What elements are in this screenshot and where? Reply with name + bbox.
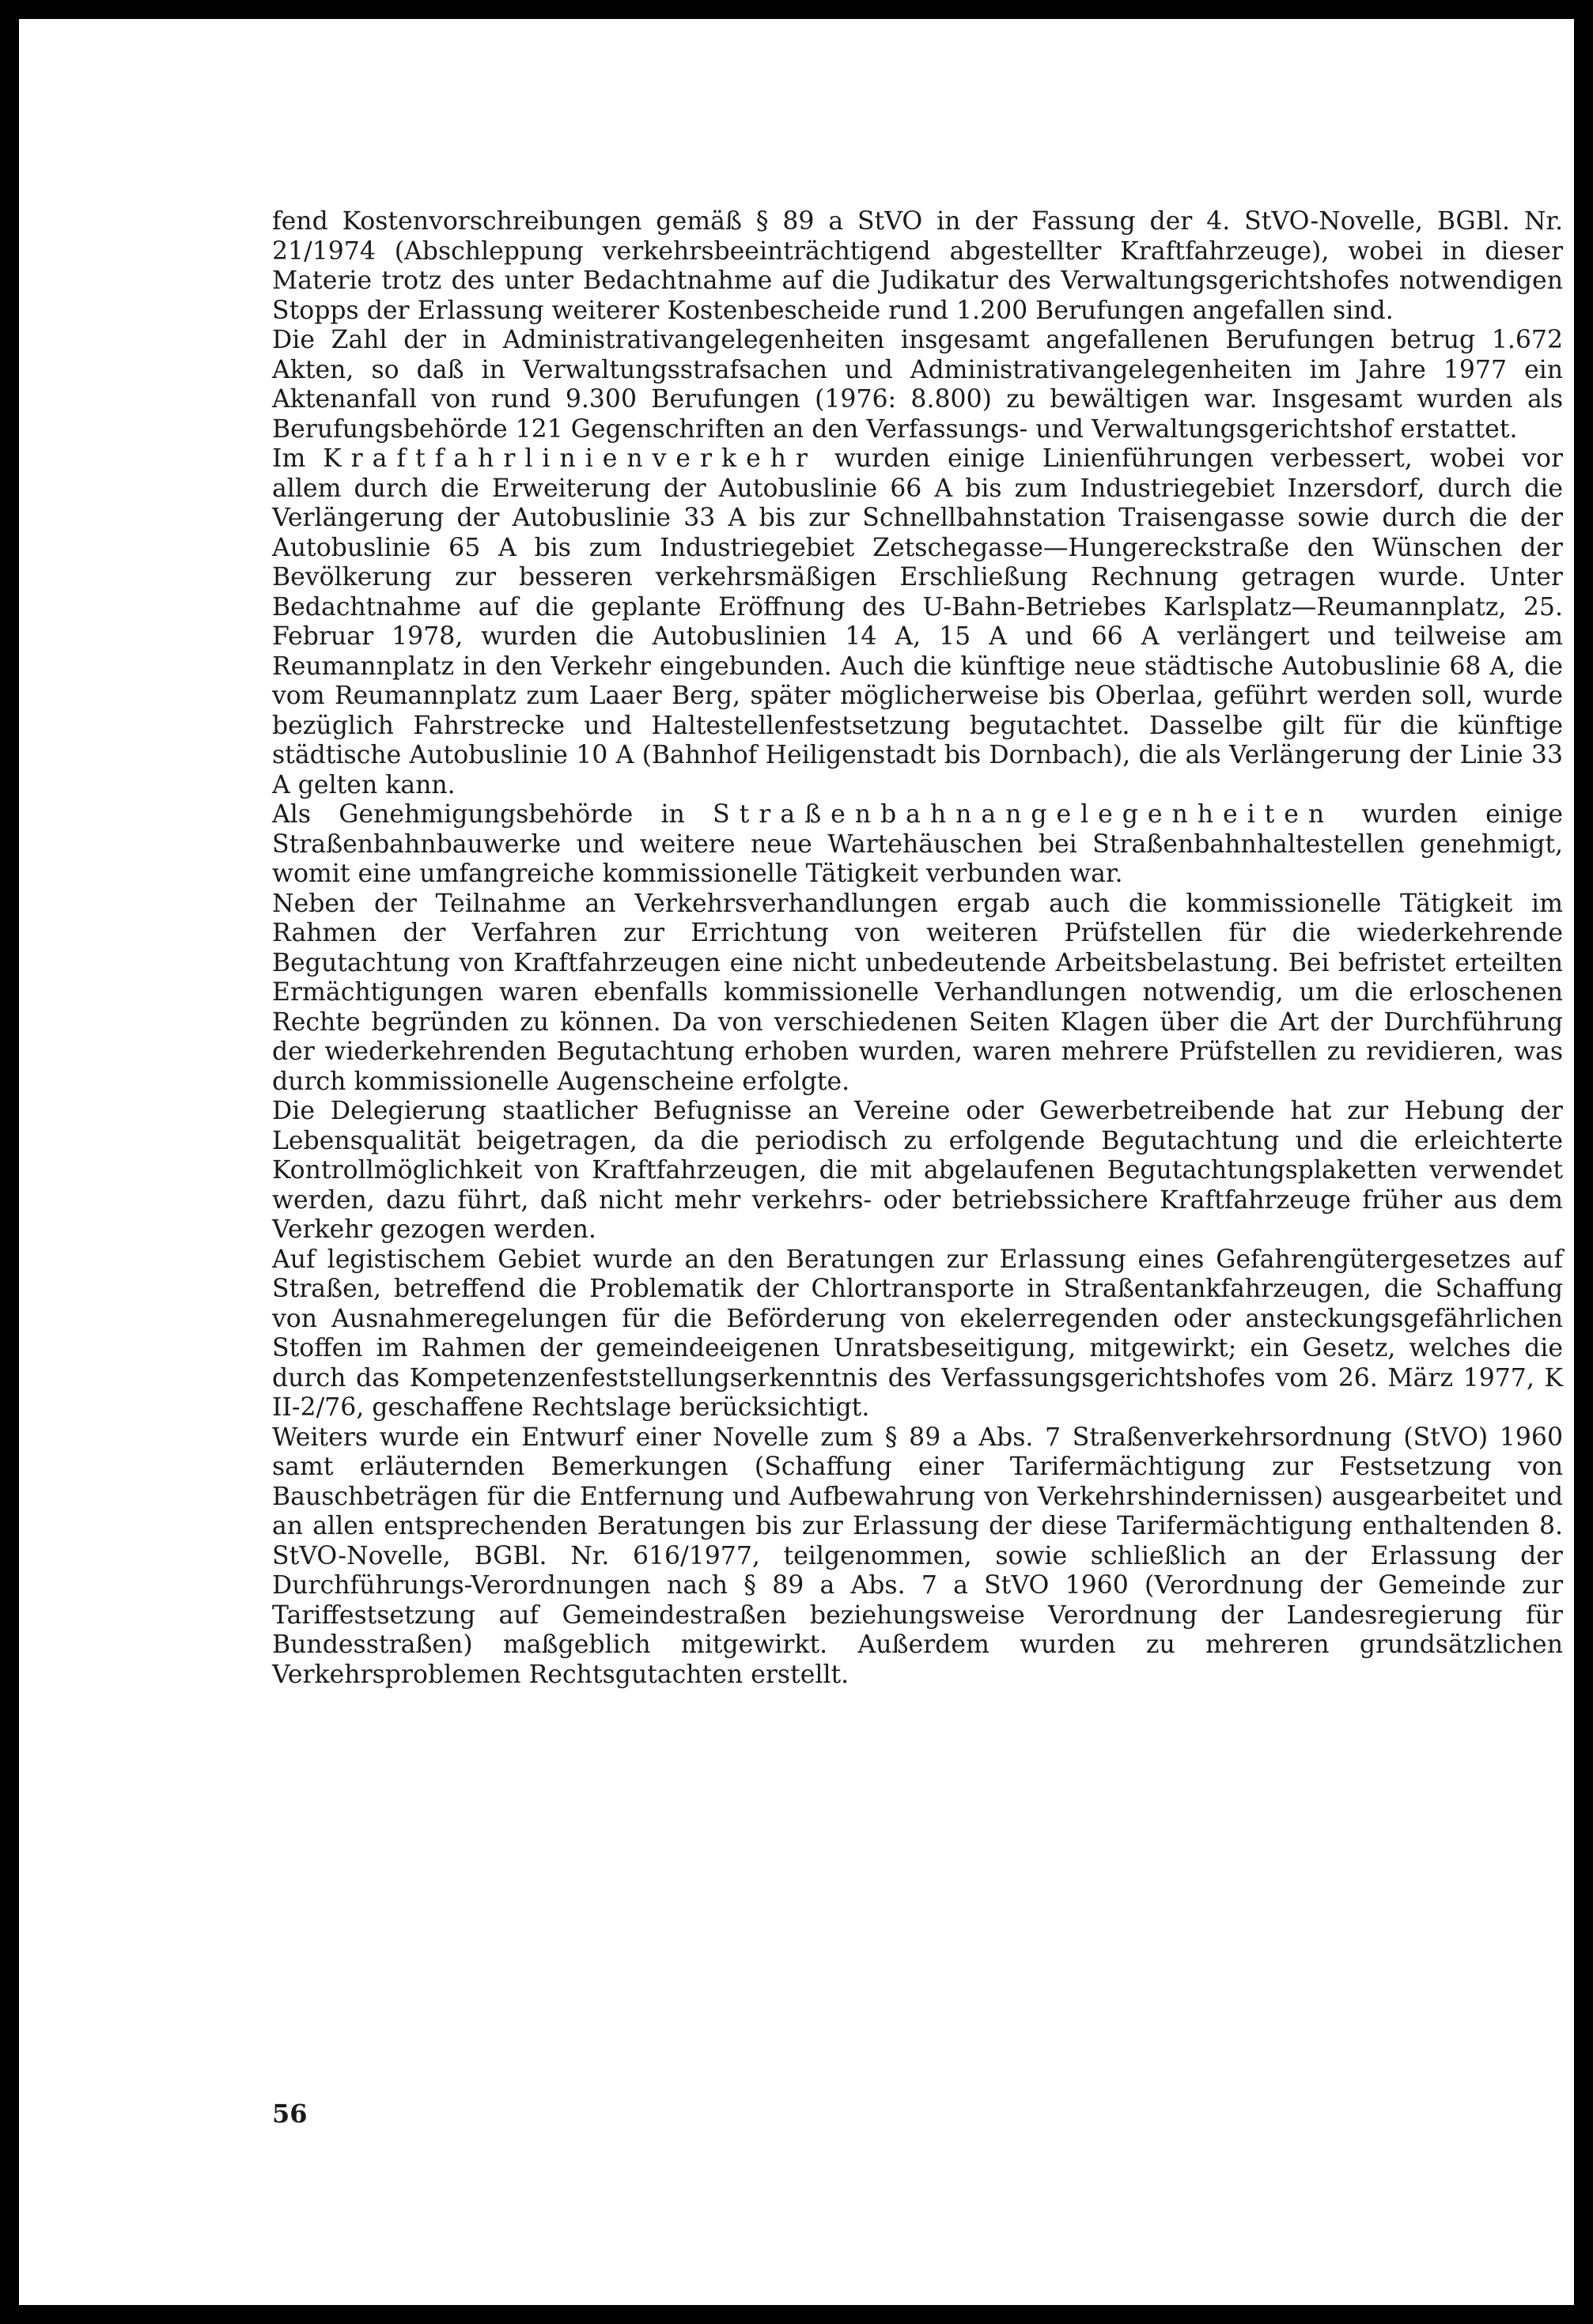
spaced-heading-kraftfahrlinienverkehr: Kraftfahrlinienverkehr [323,444,817,473]
paragraph-delegierung: Die Delegierung staatlicher Befugnisse an Vereine oder Gewerbetreibende hat zur Hebung der Lebensqualität beigetragen, da die periodisch zu erfolgende Begutachtung und die erleichterte Kontrollmöglichkeit von Kraftfahrzeugen, die mit abgelaufenen Begutachtungsplaketten verwendet werden, dazu führt, daß nicht mehr verkehrs- oder betriebssichere Kraftfahrzeuge früher aus dem Verkehr gezogen werden. [272,1097,1563,1244]
body-text [272,207,1563,1690]
paragraph-lead: Als Genehmigungsbehörde in [272,800,713,829]
paragraph-body: wurden einige Linienführungen verbessert, wobei vor allem durch die Erweiterung der Autobuslinie 66 A bis zum Industriegebiet Inzersdorf, durch die Verlängerung der Autobuslinie 33 A bis zur Schnellbahnstation Traisengasse sowie durch die der Autobuslinie 65 A bis zum Industriegebiet Zetschegasse—Hungereckstraße den Wünschen der Bevölkerung zur besseren verkehrsmäßigen Erschließung Rechnung getragen wurde. Unter Bedachtnahme auf die geplante Eröffnung des U-Bahn-Betriebes Karlsplatz—Reumannplatz, 25. Februar 1978, wurden die Autobuslinien 14 A, 15 A und 66 A verlängert und teilweise am Reumannplatz in den Verkehr eingebunden. Auch die künftige neue städtische Autobuslinie 68 A, die vom Reumannplatz zum Laaer Berg, später möglicherweise bis Oberlaa, geführt werden soll, wurde bezüglich Fahrstrecke und Haltestellenfestsetzung begutachtet. Dasselbe gilt für die künftige städtische Autobuslinie 10 A (Bahnhof Heiligenstadt bis Dornbach), die als Verlängerung der Linie 33 A gelten kann. [272,444,1564,799]
paragraph-body: wurden einige Straßenbahnbauwerke und weitere neue Wartehäuschen bei Straßenbahnhaltestellen genehmigt, womit eine umfangreiche kommissionelle Tätigkeit verbunden war. [272,800,1563,888]
paragraph-legistisches-gebiet: Auf legistischem Gebiet wurde an den Beratungen zur Erlassung eines Gefahrengütergesetzes auf Straßen, betreffend die Problematik der Chlortransporte in Straßentankfahrzeugen, die Schaffung von Ausnahmeregelungen für die Beförderung von ekelerregenden oder ansteckungsgefährlichen Stoffen im Rahmen der gemeindeeigenen Unratsbeseitigung, mitgewirkt; ein Gesetz, welches die durch das Kompetenzenfeststellungserkenntnis des Verfassungsgerichtshofes vom 26. März 1977, K II-2/76, geschaffene Rechtslage berücksichtigt. [272,1245,1563,1422]
paragraph-kostenvorschreibungen: fend Kostenvorschreibungen gemäß § 89 a StVO in der Fassung der 4. StVO-Novelle, BGBl. Nr. 21/1974 (Abschleppung verkehrsbeeinträchtigend abgestellter Kraftfahrzeuge), wobei in dieser Materie trotz des unter Bedachtnahme auf die Judikatur des Verwaltungsgerichtshofes notwendigen Stopps der Erlassung weiterer Kostenbescheide rund 1.200 Berufungen angefallen sind. [272,207,1563,325]
document-page [19,19,1574,2305]
paragraph-stvo-novelle: Weiters wurde ein Entwurf einer Novelle zum § 89 a Abs. 7 Straßenverkehrsordnung (StVO) 1960 samt erläuternden Bemerkungen (Schaffung einer Tarifermächtigung zur Festsetzung von Bauschbeträgen für die Entfernung und Aufbewahrung von Verkehrshindernissen) ausgearbeitet und an allen entsprechenden Beratungen bis zur Erlassung der diese Tarifermächtigung enthaltenden 8. StVO-Novelle, BGBl. Nr. 616/1977, teilgenommen, sowie schließlich an der Erlassung der Durchführungs-Verordnungen nach § 89 a Abs. 7 a StVO 1960 (Verordnung der Gemeinde zur Tariffestsetzung auf Gemeindestraßen beziehungsweise Verordnung der Landesregierung für Bundesstraßen) maßgeblich mitgewirkt. Außerdem wurden zu mehreren grundsätzlichen Verkehrsproblemen Rechtsgutachten erstellt. [272,1423,1563,1689]
page-number: 56 [272,2099,308,2129]
paragraph-verkehrsverhandlungen: Neben der Teilnahme an Verkehrsverhandlungen ergab auch die kommissionelle Tätigkeit im Rahmen der Verfahren zur Errichtung von weiteren Prüfstellen für die wiederkehrende Begutachtung von Kraftfahrzeugen eine nicht unbedeutende Arbeitsbelastung. Bei befristet erteilten Ermächtigungen waren ebenfalls kommissionelle Verhandlungen notwendig, um die erloschenen Rechte begründen zu können. Da von verschiedenen Seiten Klagen über die Art der Durchführung der wiederkehrenden Begutachtung erhoben wurden, waren mehrere Prüfstellen zu revidieren, was durch kommissionelle Augenscheine erfolgte. [272,889,1563,1096]
spaced-heading-strassenbahnangelegenheiten: Straßenbahnangelegenheiten [713,800,1334,829]
paragraph-administrativangelegenheiten: Die Zahl der in Administrativangelegenheiten insgesamt angefallenen Berufungen betrug 1.672 Akten, so daß in Verwaltungsstrafsachen und Administrativangelegenheiten im Jahre 1977 ein Aktenanfall von rund 9.300 Berufungen (1976: 8.800) zu bewältigen war. Insgesamt wurden als Berufungsbehörde 121 Gegenschriften an den Verfassungs- und Verwaltungsgerichtshof erstattet. [272,326,1563,444]
paragraph-lead: Im [272,444,324,473]
paragraph-kraftfahrlinienverkehr [272,444,1563,800]
paragraph-strassenbahnangelegenheiten [272,800,1563,890]
